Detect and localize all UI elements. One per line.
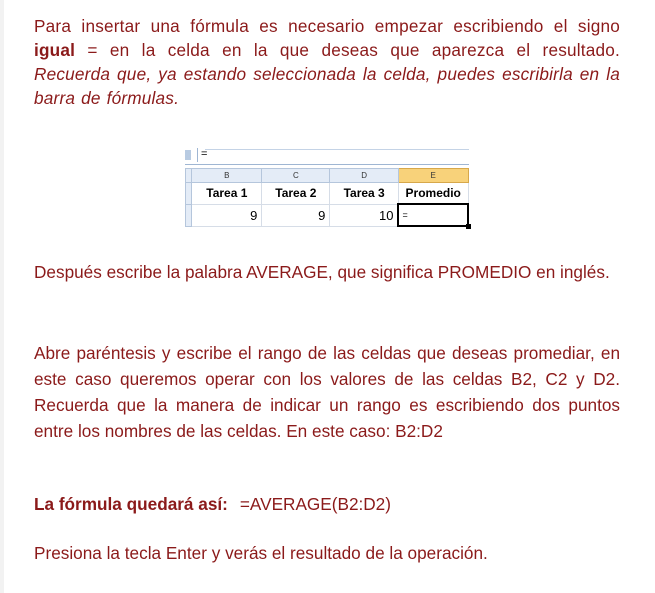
formula-label: La fórmula quedará así: [34, 494, 228, 514]
formula-bar-edge [185, 150, 191, 160]
column-header-row [186, 169, 469, 183]
fill-handle [466, 224, 471, 229]
page-edge [0, 0, 4, 593]
column-header-e: E [398, 169, 468, 183]
paragraph-intro [34, 14, 620, 110]
formula-bar-text: = [201, 148, 208, 160]
active-cell-text: = [402, 210, 408, 220]
after-bold-text: = en la celda en la que deseas que aparezca el resultado. [75, 40, 620, 60]
paragraph-formula [34, 492, 620, 516]
column-header-b: B [192, 169, 262, 183]
cell-b1: Tarea 1 [192, 183, 262, 205]
table-row [186, 204, 469, 226]
cell-d1: Tarea 3 [330, 183, 399, 205]
table-row [186, 183, 469, 205]
paragraph-enter: Presiona la tecla Enter y verás el resultado de la operación. [34, 543, 488, 563]
paragraph-average: Después escribe la palabra AVERAGE, que significa PROMEDIO en inglés. [34, 262, 610, 282]
intro-text: Para insertar una fórmula es necesario empezar escribiendo el signo [34, 16, 620, 36]
spreadsheet-grid [185, 168, 469, 227]
cell-c1: Tarea 2 [262, 183, 330, 205]
cell-e1: Promedio [398, 183, 468, 205]
formula-bar [185, 146, 469, 165]
cell-d2: 10 [330, 204, 399, 226]
paragraph-range: Abre paréntesis y escribe el rango de las celdas que deseas promediar, en este caso queremos operar con los valores de las celdas B2, C2 y D2. Recuerda que la manera de indicar un rango es escribiendo dos puntos entre los nombres de las celdas. En este caso: B2:D2 [34, 343, 620, 441]
cell-e2-active [398, 204, 468, 226]
column-header-c: C [262, 169, 330, 183]
excel-screenshot [185, 146, 469, 234]
column-header-d: D [330, 169, 399, 183]
formula-bar-separator [197, 148, 198, 162]
bold-word: igual [34, 40, 76, 60]
italic-note: Recuerda que, ya estando seleccionada la celda, puedes escribirla en la barra de fórmulas. [34, 64, 620, 108]
document-body [34, 14, 620, 110]
cell-c2: 9 [262, 204, 330, 226]
formula-bar-line [205, 149, 469, 150]
cell-b2: 9 [192, 204, 262, 226]
formula-text: =AVERAGE(B2:D2) [239, 494, 391, 514]
